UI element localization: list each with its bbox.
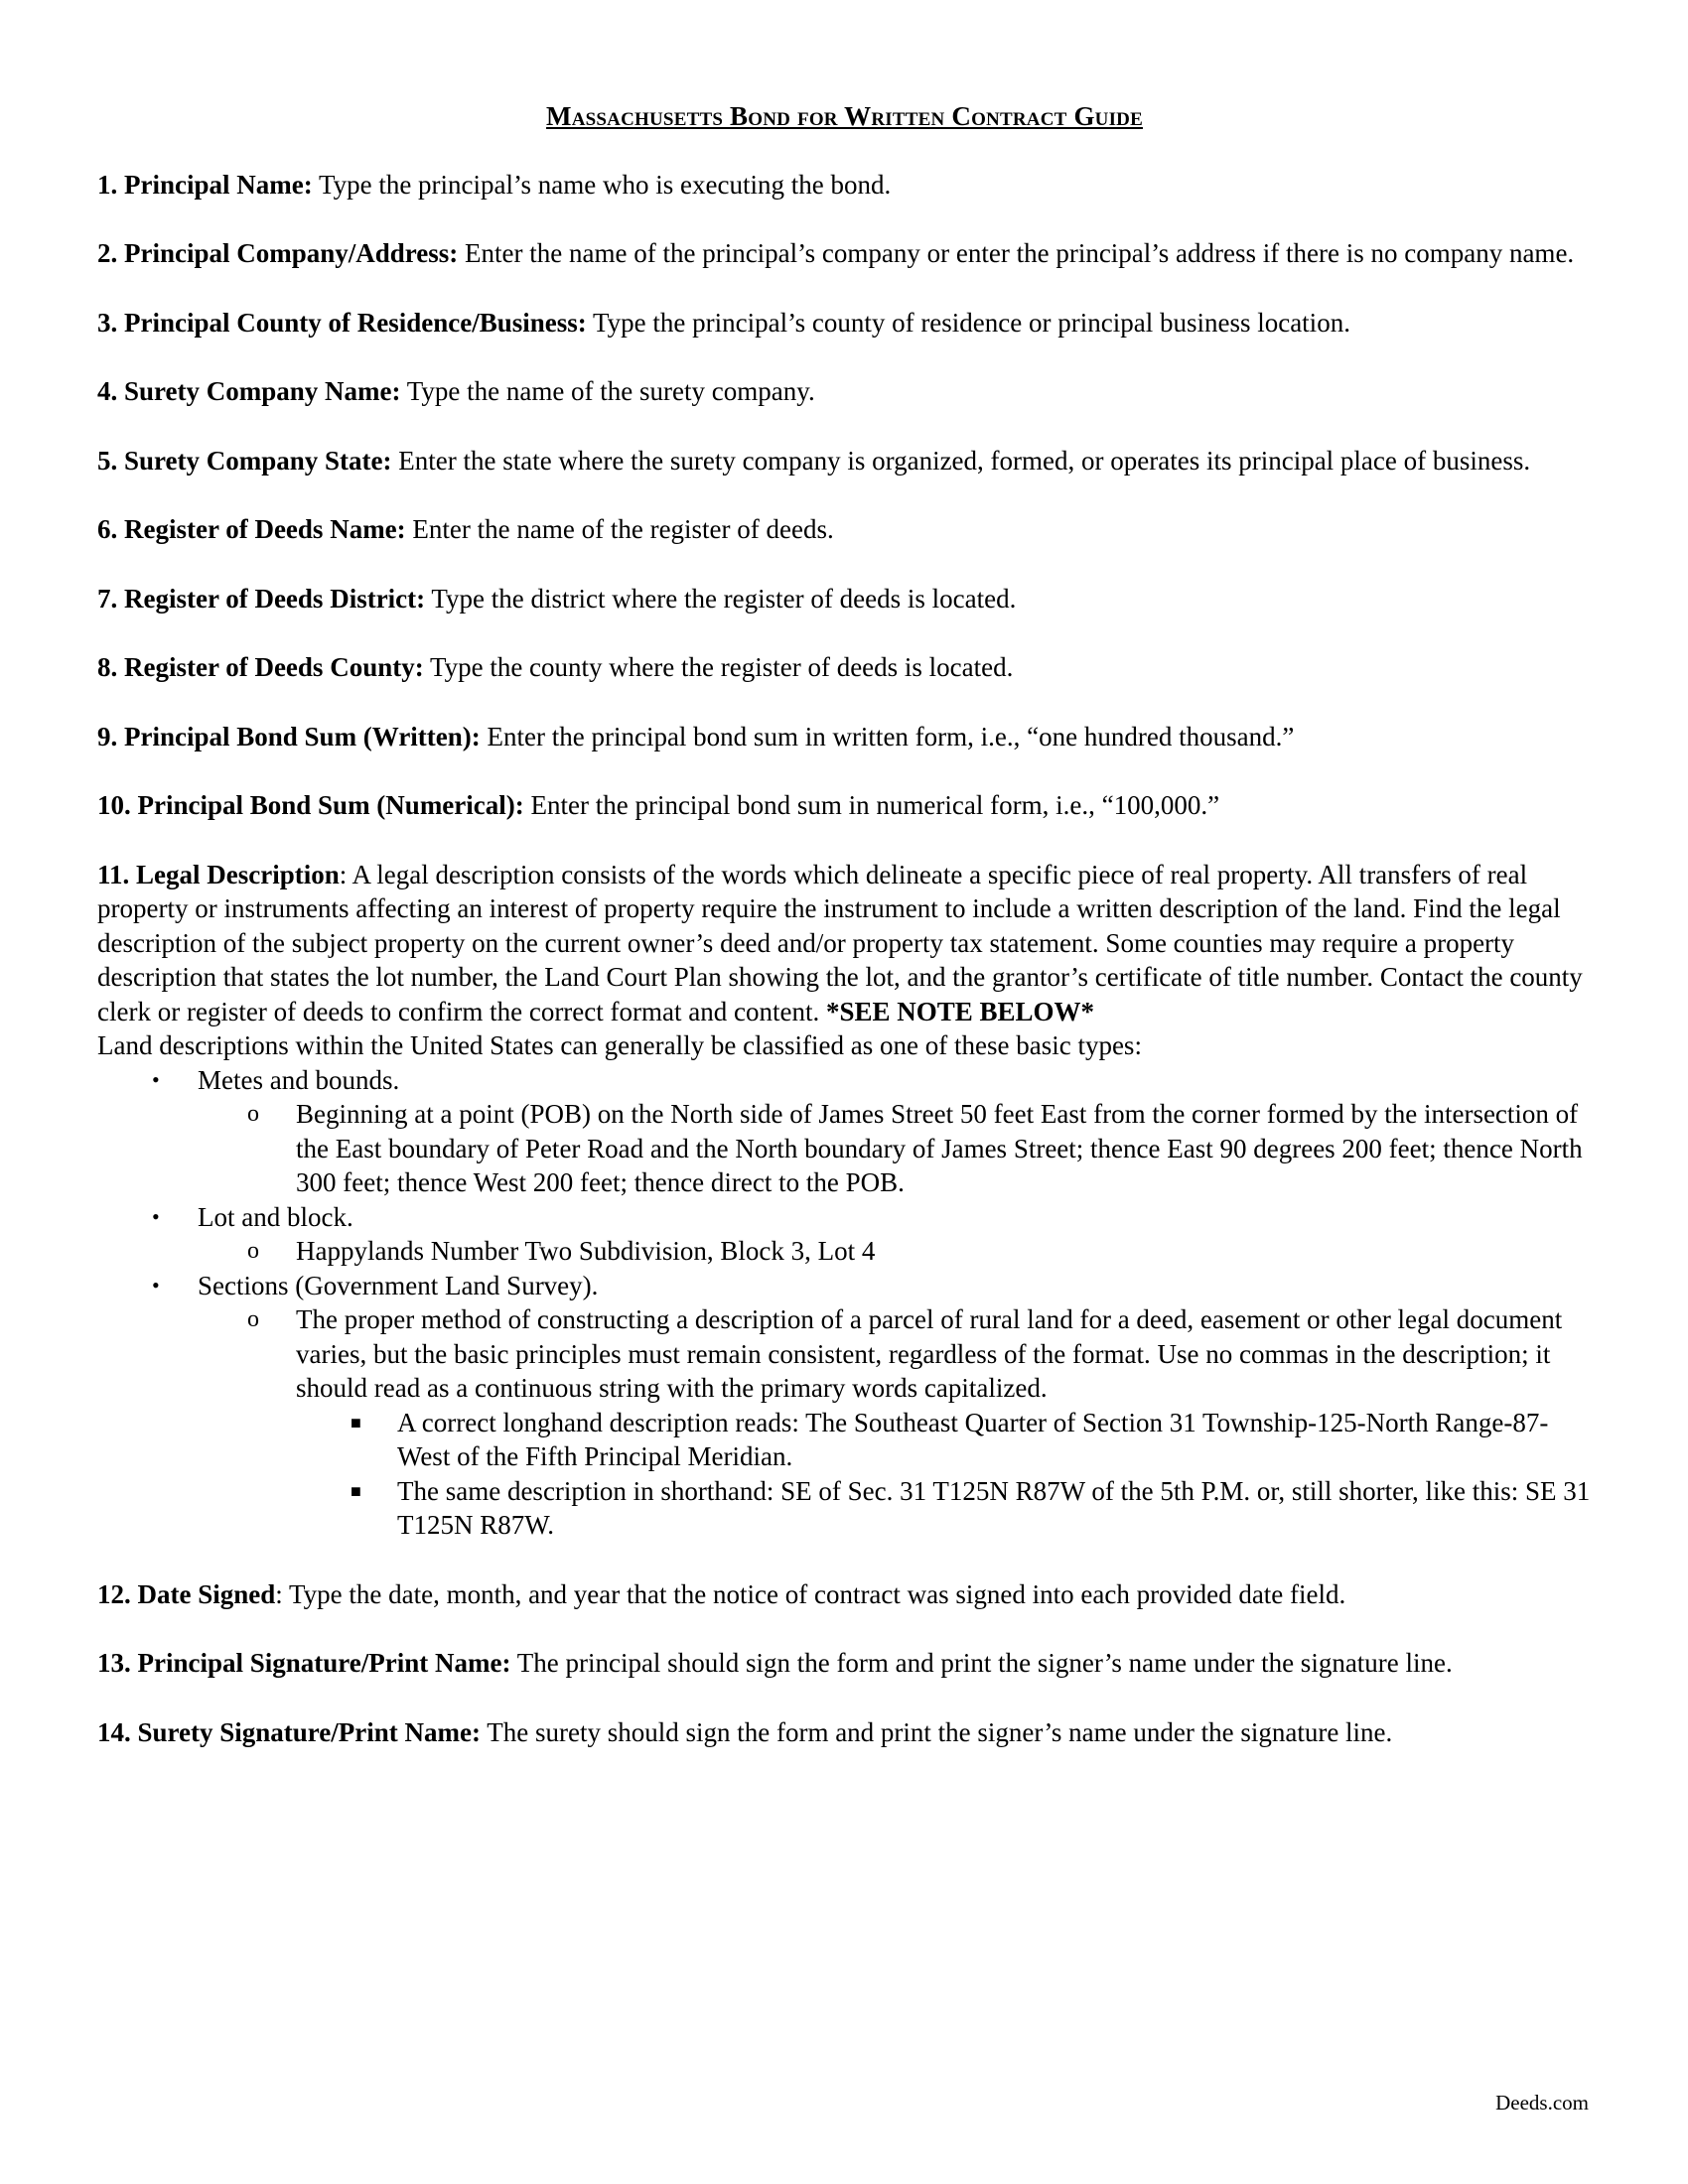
list-item xyxy=(198,1302,1592,1543)
list-item xyxy=(97,1063,1592,1200)
circle-bullet-icon: o xyxy=(247,1306,259,1332)
bullet-icon: • xyxy=(152,1203,160,1229)
item-principal-company xyxy=(97,236,1592,271)
item-text: Type the county where the register of deeds is located. xyxy=(423,652,1014,682)
sub-list xyxy=(198,1302,1592,1543)
item-label: 4. Surety Company Name: xyxy=(97,376,401,406)
item-surety-company-state xyxy=(97,444,1592,478)
item-principal-signature xyxy=(97,1646,1592,1681)
item-label: 6. Register of Deeds Name: xyxy=(97,514,406,544)
footer-brand: Deeds.com xyxy=(1495,2091,1589,2115)
item-text: Enter the name of the principal’s company or enter the principal’s address if there is no company name. xyxy=(458,238,1575,268)
page-title xyxy=(97,99,1592,134)
item-text: Type the principal’s name who is executing the bond. xyxy=(312,169,892,200)
item-label: 10. Principal Bond Sum (Numerical): xyxy=(97,790,524,820)
sub-list xyxy=(198,1234,1592,1269)
land-type-example: The proper method of constructing a description of a parcel of rural land for a deed, easement or other legal document varies, but the basic principles must remain consistent, regardless of the format. Use no commas in the description; it should read as a continuous string with the primary words capitalized. xyxy=(296,1304,1563,1403)
circle-bullet-icon: o xyxy=(247,1238,259,1264)
item-text: Type the district where the register of deeds is located. xyxy=(425,583,1017,614)
land-type-example: Beginning at a point (POB) on the North side of James Street 50 feet East from the corner formed by the intersection of the East boundary of Peter Road and the North boundary of James Street; thence East 90 degrees 200 feet; thence North 300 feet; thence West 200 feet; thence direct to the POB. xyxy=(296,1099,1583,1197)
legal-paragraph xyxy=(97,858,1592,1029)
list-item xyxy=(97,1269,1592,1543)
circle-bullet-icon: o xyxy=(247,1101,259,1127)
page-title-text: Massachusetts Bond for Written Contract Guide xyxy=(546,101,1143,131)
item-legal-description xyxy=(97,858,1592,1543)
square-bullet-icon: ■ xyxy=(351,1480,361,1501)
item-principal-name xyxy=(97,168,1592,203)
list-item xyxy=(296,1474,1592,1543)
land-type-name: Metes and bounds. xyxy=(198,1064,400,1095)
see-note: *SEE NOTE BELOW* xyxy=(825,996,1095,1026)
detail-text: A correct longhand description reads: The Southeast Quarter of Section 31 Township-125-North Range-87-West of the Fifth Principal Meridian. xyxy=(397,1407,1549,1471)
bullet-icon: • xyxy=(152,1272,160,1297)
item-register-county xyxy=(97,650,1592,685)
item-text: : Type the date, month, and year that the notice of contract was signed into each provided date field. xyxy=(275,1578,1346,1609)
land-types-list xyxy=(97,1063,1592,1543)
land-type-name: Lot and block. xyxy=(198,1201,353,1232)
land-types-intro: Land descriptions within the United States can generally be classified as one of these basic types: xyxy=(97,1030,1142,1060)
item-bond-sum-written xyxy=(97,720,1592,754)
item-label: 14. Surety Signature/Print Name: xyxy=(97,1716,481,1747)
list-item xyxy=(198,1097,1592,1200)
item-text: Type the name of the surety company. xyxy=(400,376,815,406)
item-text: Type the principal’s county of residence or principal business location. xyxy=(586,307,1350,338)
land-type-name: Sections (Government Land Survey). xyxy=(198,1270,599,1300)
item-principal-county xyxy=(97,306,1592,341)
item-text: Enter the state where the surety company is organized, formed, or operates its principal place of business. xyxy=(391,445,1531,476)
bullet-icon: • xyxy=(152,1066,160,1092)
detail-list xyxy=(296,1406,1592,1543)
item-label: 3. Principal County of Residence/Business: xyxy=(97,307,587,338)
item-label: 12. Date Signed xyxy=(97,1578,276,1609)
item-label: 8. Register of Deeds County: xyxy=(97,652,424,682)
list-item xyxy=(296,1406,1592,1474)
detail-text: The same description in shorthand: SE of Sec. 31 T125N R87W of the 5th P.M. or, still shorter, like this: SE 31 T125N R87W. xyxy=(397,1475,1591,1540)
item-label: 11. Legal Description xyxy=(97,859,340,889)
item-label: 5. Surety Company State: xyxy=(97,445,392,476)
sub-list xyxy=(198,1097,1592,1200)
item-bond-sum-numerical xyxy=(97,788,1592,823)
guide-page xyxy=(97,99,1592,1784)
item-label: 2. Principal Company/Address: xyxy=(97,238,459,268)
list-item xyxy=(198,1234,1592,1269)
item-text: The principal should sign the form and print the signer’s name under the signature line. xyxy=(510,1648,1453,1678)
item-surety-signature xyxy=(97,1715,1592,1750)
item-surety-company-name xyxy=(97,374,1592,409)
item-text: The surety should sign the form and print the signer’s name under the signature line. xyxy=(480,1716,1393,1747)
item-label: 13. Principal Signature/Print Name: xyxy=(97,1648,511,1678)
square-bullet-icon: ■ xyxy=(351,1412,361,1433)
item-date-signed xyxy=(97,1577,1592,1612)
item-text: Enter the principal bond sum in numerical form, i.e., “100,000.” xyxy=(523,790,1220,820)
item-label: 9. Principal Bond Sum (Written): xyxy=(97,721,481,751)
item-text: Enter the name of the register of deeds. xyxy=(405,514,834,544)
land-type-example: Happylands Number Two Subdivision, Block 3, Lot 4 xyxy=(296,1236,876,1266)
list-item xyxy=(97,1200,1592,1269)
item-label: 1. Principal Name: xyxy=(97,169,313,200)
item-text: Enter the principal bond sum in written form, i.e., “one hundred thousand.” xyxy=(480,721,1295,751)
item-register-district xyxy=(97,582,1592,616)
item-text: : A legal description consists of the words which delineate a specific piece of real property. All transfers of real property or instruments affecting an interest of property require the instrument to include a written description of the land. Find the legal description of the subject property on the current owner’s deed and/or property tax statement. Some counties may require a property description that states the lot number, the Land Court Plan showing the lot, and the grantor’s certificate of title number. Contact the county clerk or register of deeds to confirm the correct format and content. xyxy=(97,859,1583,1026)
item-label: 7. Register of Deeds District: xyxy=(97,583,426,614)
item-register-name xyxy=(97,512,1592,547)
